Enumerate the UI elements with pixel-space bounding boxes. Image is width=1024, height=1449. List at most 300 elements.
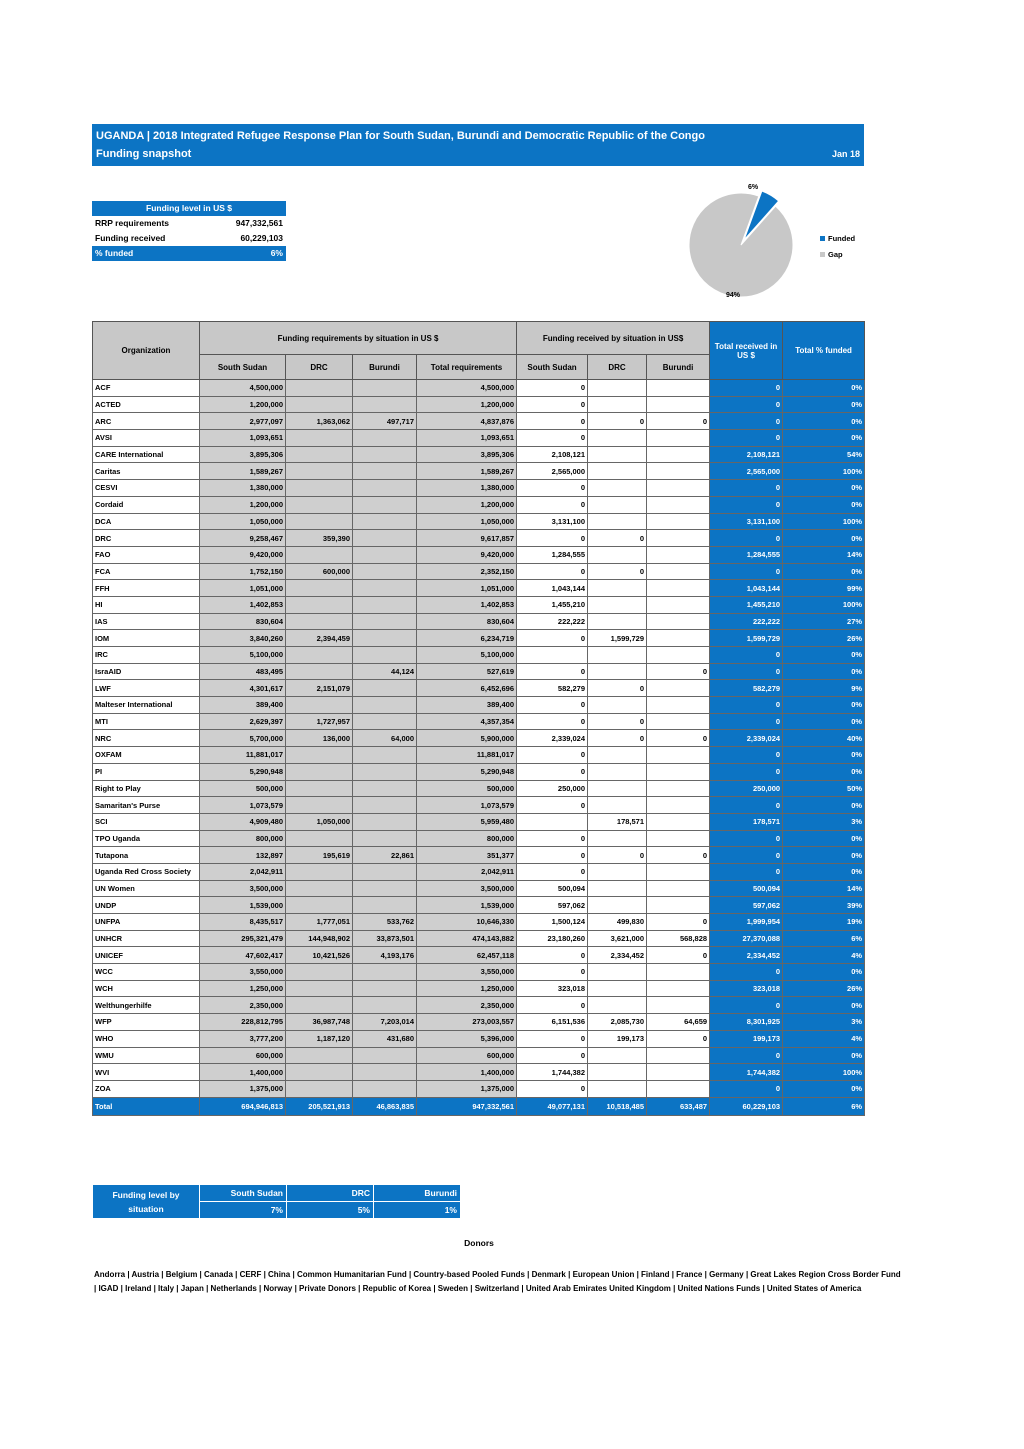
cell-req-drc: 36,987,748 — [286, 1014, 353, 1031]
cell-rec-burundi — [647, 680, 710, 697]
table-row — [93, 480, 865, 497]
cell-total-pct: 100% — [783, 463, 865, 480]
cell-org: Malteser International — [93, 697, 200, 714]
cell-rec-burundi: 0 — [647, 730, 710, 747]
cell-total-received: 222,222 — [710, 613, 783, 630]
cell-rec-drc: 0 — [588, 730, 647, 747]
cell-total-pct: 0% — [783, 697, 865, 714]
cell-req-burundi — [353, 496, 417, 513]
cell-rec-south-sudan: 0 — [517, 563, 588, 580]
cell-rec-drc — [588, 964, 647, 981]
col-header-rec-drc: DRC — [588, 355, 647, 380]
cell-req-drc — [286, 964, 353, 981]
cell-rec-drc — [588, 697, 647, 714]
cell-rec-drc — [588, 747, 647, 764]
cell-req-drc — [286, 613, 353, 630]
cell-total-received: 178,571 — [710, 813, 783, 830]
cell-req-south-sudan: 9,420,000 — [200, 546, 286, 563]
cell-total-pct: 0% — [783, 830, 865, 847]
cell-req-drc — [286, 1064, 353, 1081]
cell-req-drc: 1,050,000 — [286, 813, 353, 830]
cell-rec-burundi — [647, 980, 710, 997]
table-row — [93, 513, 865, 530]
cell-total-requirements: 10,646,330 — [417, 914, 517, 931]
cell-rec-drc: 178,571 — [588, 813, 647, 830]
cell-total-received: 0 — [710, 697, 783, 714]
table-row — [93, 463, 865, 480]
cell-req-burundi — [353, 863, 417, 880]
cell-total-received: 27,370,088 — [710, 930, 783, 947]
cell-req-south-sudan: 830,604 — [200, 613, 286, 630]
cell-rec-drc: 499,830 — [588, 914, 647, 931]
cell-req-burundi — [353, 430, 417, 447]
cell-org: WFP — [93, 1014, 200, 1031]
cell-total-received: 3,131,100 — [710, 513, 783, 530]
cell-org: Cordaid — [93, 496, 200, 513]
cell-req-south-sudan: 5,100,000 — [200, 647, 286, 664]
cell-req-south-sudan: 1,380,000 — [200, 480, 286, 497]
cell-rec-drc — [588, 546, 647, 563]
cell-rec-south-sudan: 0 — [517, 997, 588, 1014]
cell-rec-south-sudan: 6,151,536 — [517, 1014, 588, 1031]
cell-total-requirements: 1,200,000 — [417, 496, 517, 513]
received-group-header: Funding received by situation in US$ — [517, 322, 710, 355]
cell-total-pct: 0% — [783, 964, 865, 981]
total-cell-req-burundi: 46,863,835 — [353, 1097, 417, 1115]
cell-rec-burundi: 0 — [647, 1030, 710, 1047]
cell-rec-burundi — [647, 1047, 710, 1064]
funding-table-body — [93, 380, 865, 1116]
cell-total-requirements: 3,550,000 — [417, 964, 517, 981]
cell-org: Uganda Red Cross Society — [93, 863, 200, 880]
cell-req-burundi — [353, 513, 417, 530]
cell-org: WHO — [93, 1030, 200, 1047]
cell-total-pct: 0% — [783, 396, 865, 413]
cell-rec-south-sudan: 0 — [517, 1047, 588, 1064]
cell-rec-drc — [588, 446, 647, 463]
situation-header-drc: DRC — [287, 1185, 374, 1202]
cell-req-burundi — [353, 647, 417, 664]
cell-req-south-sudan: 3,840,260 — [200, 630, 286, 647]
cell-req-south-sudan: 4,301,617 — [200, 680, 286, 697]
cell-rec-south-sudan: 3,131,100 — [517, 513, 588, 530]
cell-req-south-sudan: 295,321,479 — [200, 930, 286, 947]
cell-req-burundi — [353, 463, 417, 480]
cell-rec-burundi — [647, 1080, 710, 1097]
table-row — [93, 1014, 865, 1031]
cell-total-received: 1,284,555 — [710, 546, 783, 563]
cell-rec-south-sudan: 323,018 — [517, 980, 588, 997]
cell-org: UNICEF — [93, 947, 200, 964]
cell-req-drc: 600,000 — [286, 563, 353, 580]
cell-rec-drc — [588, 1047, 647, 1064]
cell-total-requirements: 5,290,948 — [417, 763, 517, 780]
cell-total-received: 0 — [710, 763, 783, 780]
cell-total-requirements: 1,380,000 — [417, 480, 517, 497]
cell-rec-drc — [588, 380, 647, 397]
cell-total-requirements: 600,000 — [417, 1047, 517, 1064]
cell-req-south-sudan: 2,350,000 — [200, 997, 286, 1014]
cell-total-pct: 100% — [783, 596, 865, 613]
table-row — [93, 596, 865, 613]
cell-total-pct: 0% — [783, 1080, 865, 1097]
cell-req-burundi: 44,124 — [353, 663, 417, 680]
cell-total-received: 0 — [710, 530, 783, 547]
cell-req-south-sudan: 2,042,911 — [200, 863, 286, 880]
cell-req-burundi: 497,717 — [353, 413, 417, 430]
cell-total-requirements: 500,000 — [417, 780, 517, 797]
cell-rec-burundi — [647, 530, 710, 547]
cell-org: ACTED — [93, 396, 200, 413]
cell-rec-south-sudan — [517, 813, 588, 830]
cell-total-pct: 26% — [783, 980, 865, 997]
pct-funded-label: % funded — [92, 246, 208, 261]
cell-total-pct: 0% — [783, 647, 865, 664]
cell-total-received: 0 — [710, 380, 783, 397]
cell-req-burundi — [353, 980, 417, 997]
cell-total-received: 0 — [710, 563, 783, 580]
cell-req-drc: 10,421,526 — [286, 947, 353, 964]
table-row — [93, 897, 865, 914]
cell-req-south-sudan: 47,602,417 — [200, 947, 286, 964]
cell-req-south-sudan: 11,881,017 — [200, 747, 286, 764]
cell-req-drc — [286, 980, 353, 997]
cell-total-requirements: 273,003,557 — [417, 1014, 517, 1031]
table-row — [93, 530, 865, 547]
cell-org: UN Women — [93, 880, 200, 897]
cell-req-burundi — [353, 997, 417, 1014]
cell-rec-drc — [588, 1080, 647, 1097]
cell-req-burundi — [353, 713, 417, 730]
cell-total-received: 0 — [710, 830, 783, 847]
legend-label-gap: Gap — [828, 249, 843, 259]
cell-req-drc: 195,619 — [286, 847, 353, 864]
cell-org: ACF — [93, 380, 200, 397]
cell-req-south-sudan: 483,495 — [200, 663, 286, 680]
cell-req-drc — [286, 747, 353, 764]
total-cell-rec-south-sudan: 49,077,131 — [517, 1097, 588, 1115]
cell-total-pct: 39% — [783, 897, 865, 914]
cell-total-requirements: 1,375,000 — [417, 1080, 517, 1097]
table-row — [93, 964, 865, 981]
cell-total-requirements: 1,400,000 — [417, 1064, 517, 1081]
cell-rec-drc — [588, 647, 647, 664]
cell-rec-drc — [588, 430, 647, 447]
cell-req-south-sudan: 500,000 — [200, 780, 286, 797]
cell-total-requirements: 5,959,480 — [417, 813, 517, 830]
table-row — [93, 1047, 865, 1064]
cell-rec-south-sudan: 1,043,144 — [517, 580, 588, 597]
cell-total-received: 0 — [710, 396, 783, 413]
cell-rec-burundi — [647, 1064, 710, 1081]
cell-req-south-sudan: 2,977,097 — [200, 413, 286, 430]
cell-total-requirements: 11,881,017 — [417, 747, 517, 764]
cell-req-south-sudan: 1,200,000 — [200, 496, 286, 513]
cell-total-requirements: 351,377 — [417, 847, 517, 864]
cell-rec-south-sudan: 0 — [517, 430, 588, 447]
table-row — [93, 947, 865, 964]
cell-org: UNHCR — [93, 930, 200, 947]
cell-req-drc: 136,000 — [286, 730, 353, 747]
cell-req-drc: 1,777,051 — [286, 914, 353, 931]
cell-total-pct: 27% — [783, 613, 865, 630]
cell-rec-south-sudan: 0 — [517, 947, 588, 964]
cell-req-drc — [286, 797, 353, 814]
cell-org: NRC — [93, 730, 200, 747]
cell-total-pct: 0% — [783, 480, 865, 497]
cell-req-drc — [286, 997, 353, 1014]
cell-req-drc — [286, 546, 353, 563]
cell-total-pct: 0% — [783, 997, 865, 1014]
cell-req-drc — [286, 580, 353, 597]
cell-req-burundi — [353, 1080, 417, 1097]
cell-rec-drc — [588, 480, 647, 497]
cell-rec-burundi — [647, 997, 710, 1014]
cell-rec-drc: 0 — [588, 847, 647, 864]
table-row — [93, 997, 865, 1014]
cell-rec-burundi — [647, 697, 710, 714]
total-cell-org: Total — [93, 1097, 200, 1115]
cell-req-burundi — [353, 880, 417, 897]
cell-req-burundi: 4,193,176 — [353, 947, 417, 964]
table-row — [93, 730, 865, 747]
cell-total-requirements: 5,396,000 — [417, 1030, 517, 1047]
table-row — [93, 647, 865, 664]
cell-rec-burundi — [647, 630, 710, 647]
cell-rec-south-sudan: 0 — [517, 396, 588, 413]
cell-rec-south-sudan: 0 — [517, 964, 588, 981]
cell-req-burundi — [353, 1047, 417, 1064]
funding-level-table — [92, 201, 286, 261]
cell-total-requirements: 3,895,306 — [417, 446, 517, 463]
legend-swatch-funded — [820, 236, 825, 241]
cell-org: Samaritan's Purse — [93, 797, 200, 814]
cell-req-burundi: 64,000 — [353, 730, 417, 747]
total-cell-total-received: 60,229,103 — [710, 1097, 783, 1115]
funding-level-heading: Funding level in US $ — [92, 201, 286, 216]
cell-rec-south-sudan: 0 — [517, 797, 588, 814]
cell-req-south-sudan: 1,051,000 — [200, 580, 286, 597]
cell-req-drc — [286, 663, 353, 680]
cell-req-south-sudan: 4,500,000 — [200, 380, 286, 397]
cell-org: Welthungerhilfe — [93, 997, 200, 1014]
cell-rec-south-sudan: 1,500,124 — [517, 914, 588, 931]
cell-req-drc — [286, 863, 353, 880]
cell-org: HI — [93, 596, 200, 613]
cell-req-drc — [286, 880, 353, 897]
cell-req-south-sudan: 3,500,000 — [200, 880, 286, 897]
cell-rec-south-sudan: 1,744,382 — [517, 1064, 588, 1081]
cell-rec-burundi — [647, 780, 710, 797]
cell-total-requirements: 4,837,876 — [417, 413, 517, 430]
cell-req-drc: 144,948,902 — [286, 930, 353, 947]
cell-total-requirements: 474,143,882 — [417, 930, 517, 947]
cell-req-burundi — [353, 546, 417, 563]
cell-rec-drc — [588, 897, 647, 914]
situation-table — [92, 1184, 461, 1219]
cell-rec-burundi — [647, 830, 710, 847]
cell-total-received: 2,565,000 — [710, 463, 783, 480]
cell-req-burundi — [353, 480, 417, 497]
cell-req-burundi — [353, 446, 417, 463]
table-row — [93, 496, 865, 513]
cell-rec-south-sudan: 2,108,121 — [517, 446, 588, 463]
cell-rec-burundi: 568,828 — [647, 930, 710, 947]
org-header: Organization — [93, 322, 200, 380]
table-row — [93, 1064, 865, 1081]
cell-total-requirements: 389,400 — [417, 697, 517, 714]
cell-req-burundi — [353, 897, 417, 914]
cell-rec-drc — [588, 880, 647, 897]
table-row — [93, 446, 865, 463]
cell-rec-south-sudan: 1,455,210 — [517, 596, 588, 613]
cell-total-requirements: 4,357,354 — [417, 713, 517, 730]
table-row — [93, 430, 865, 447]
cell-org: IRC — [93, 647, 200, 664]
cell-total-requirements: 527,619 — [417, 663, 517, 680]
cell-rec-south-sudan: 0 — [517, 763, 588, 780]
cell-req-drc — [286, 380, 353, 397]
cell-req-drc — [286, 763, 353, 780]
cell-rec-drc — [588, 663, 647, 680]
cell-req-south-sudan: 3,550,000 — [200, 964, 286, 981]
table-row — [93, 630, 865, 647]
cell-rec-south-sudan: 0 — [517, 380, 588, 397]
cell-req-south-sudan: 1,200,000 — [200, 396, 286, 413]
cell-req-south-sudan: 600,000 — [200, 1047, 286, 1064]
cell-org: Right to Play — [93, 780, 200, 797]
col-header-rec-burundi: Burundi — [647, 355, 710, 380]
report-banner — [92, 124, 864, 166]
cell-org: TPO Uganda — [93, 830, 200, 847]
pct-funded-value: 6% — [208, 246, 286, 261]
cell-total-received: 0 — [710, 413, 783, 430]
cell-req-burundi — [353, 396, 417, 413]
cell-req-south-sudan: 1,093,651 — [200, 430, 286, 447]
cell-req-drc — [286, 1047, 353, 1064]
table-row — [93, 980, 865, 997]
cell-total-received: 582,279 — [710, 680, 783, 697]
funding-table — [92, 321, 865, 1116]
cell-rec-drc: 0 — [588, 413, 647, 430]
cell-org: WVI — [93, 1064, 200, 1081]
pie-slice-gap — [689, 193, 793, 297]
cell-req-south-sudan: 800,000 — [200, 830, 286, 847]
cell-req-drc — [286, 446, 353, 463]
cell-rec-south-sudan: 0 — [517, 496, 588, 513]
cell-total-received: 0 — [710, 964, 783, 981]
table-row — [93, 930, 865, 947]
cell-req-drc — [286, 897, 353, 914]
table-row — [93, 713, 865, 730]
cell-rec-drc — [588, 830, 647, 847]
table-row — [93, 413, 865, 430]
cell-total-requirements: 6,234,719 — [417, 630, 517, 647]
cell-rec-drc: 2,334,452 — [588, 947, 647, 964]
cell-req-south-sudan: 5,290,948 — [200, 763, 286, 780]
cell-total-requirements: 9,420,000 — [417, 546, 517, 563]
cell-total-requirements: 1,051,000 — [417, 580, 517, 597]
table-row — [93, 747, 865, 764]
cell-total-received: 0 — [710, 1080, 783, 1097]
cell-rec-south-sudan: 0 — [517, 863, 588, 880]
cell-rec-drc: 0 — [588, 680, 647, 697]
total-cell-req-south-sudan: 694,946,813 — [200, 1097, 286, 1115]
cell-rec-south-sudan: 0 — [517, 1080, 588, 1097]
table-row — [93, 613, 865, 630]
legend-swatch-gap — [820, 252, 825, 257]
cell-total-received: 0 — [710, 863, 783, 880]
cell-rec-burundi — [647, 964, 710, 981]
cell-org: Tutapona — [93, 847, 200, 864]
cell-org: WCC — [93, 964, 200, 981]
cell-total-received: 1,455,210 — [710, 596, 783, 613]
cell-req-drc — [286, 480, 353, 497]
cell-total-requirements: 62,457,118 — [417, 947, 517, 964]
legend-item-funded — [820, 230, 855, 246]
cell-req-south-sudan: 8,435,517 — [200, 914, 286, 931]
cell-rec-burundi — [647, 880, 710, 897]
cell-rec-burundi — [647, 763, 710, 780]
cell-total-pct: 0% — [783, 1047, 865, 1064]
cell-rec-burundi: 0 — [647, 663, 710, 680]
cell-rec-south-sudan: 0 — [517, 847, 588, 864]
cell-total-pct: 40% — [783, 730, 865, 747]
cell-rec-drc: 0 — [588, 563, 647, 580]
cell-rec-burundi — [647, 813, 710, 830]
cell-rec-drc: 0 — [588, 530, 647, 547]
cell-req-south-sudan: 1,375,000 — [200, 1080, 286, 1097]
cell-req-burundi — [353, 797, 417, 814]
cell-rec-drc — [588, 863, 647, 880]
situation-caption: Funding level by situation — [93, 1185, 200, 1219]
cell-req-burundi — [353, 813, 417, 830]
cell-rec-drc: 0 — [588, 713, 647, 730]
funding-received-label: Funding received — [95, 233, 166, 243]
report-title: UGANDA | 2018 Integrated Refugee Response Plan for South Sudan, Burundi and Democratic Republic of the Congo — [96, 130, 705, 142]
cell-req-drc: 1,363,062 — [286, 413, 353, 430]
cell-total-requirements: 1,073,579 — [417, 797, 517, 814]
rrp-requirements-value: 947,332,561 — [235, 218, 283, 228]
cell-org: OXFAM — [93, 747, 200, 764]
table-row — [93, 763, 865, 780]
table-row — [93, 830, 865, 847]
cell-rec-south-sudan: 222,222 — [517, 613, 588, 630]
cell-total-pct: 9% — [783, 680, 865, 697]
cell-rec-burundi: 0 — [647, 847, 710, 864]
cell-total-received: 199,173 — [710, 1030, 783, 1047]
cell-org: CESVI — [93, 480, 200, 497]
cell-rec-drc — [588, 613, 647, 630]
cell-req-burundi — [353, 613, 417, 630]
cell-req-burundi — [353, 596, 417, 613]
total-row — [93, 1097, 865, 1115]
cell-rec-drc: 1,599,729 — [588, 630, 647, 647]
cell-rec-burundi: 0 — [647, 947, 710, 964]
cell-rec-burundi — [647, 480, 710, 497]
situation-header-south-sudan: South Sudan — [200, 1185, 287, 1202]
cell-rec-drc — [588, 1064, 647, 1081]
cell-total-received: 0 — [710, 797, 783, 814]
cell-rec-south-sudan: 1,284,555 — [517, 546, 588, 563]
cell-total-received: 1,744,382 — [710, 1064, 783, 1081]
cell-rec-south-sudan: 500,094 — [517, 880, 588, 897]
cell-org: AVSI — [93, 430, 200, 447]
cell-total-received: 597,062 — [710, 897, 783, 914]
cell-rec-south-sudan: 0 — [517, 480, 588, 497]
pie-label-gap: 94% — [726, 292, 741, 299]
cell-total-received: 8,301,925 — [710, 1014, 783, 1031]
